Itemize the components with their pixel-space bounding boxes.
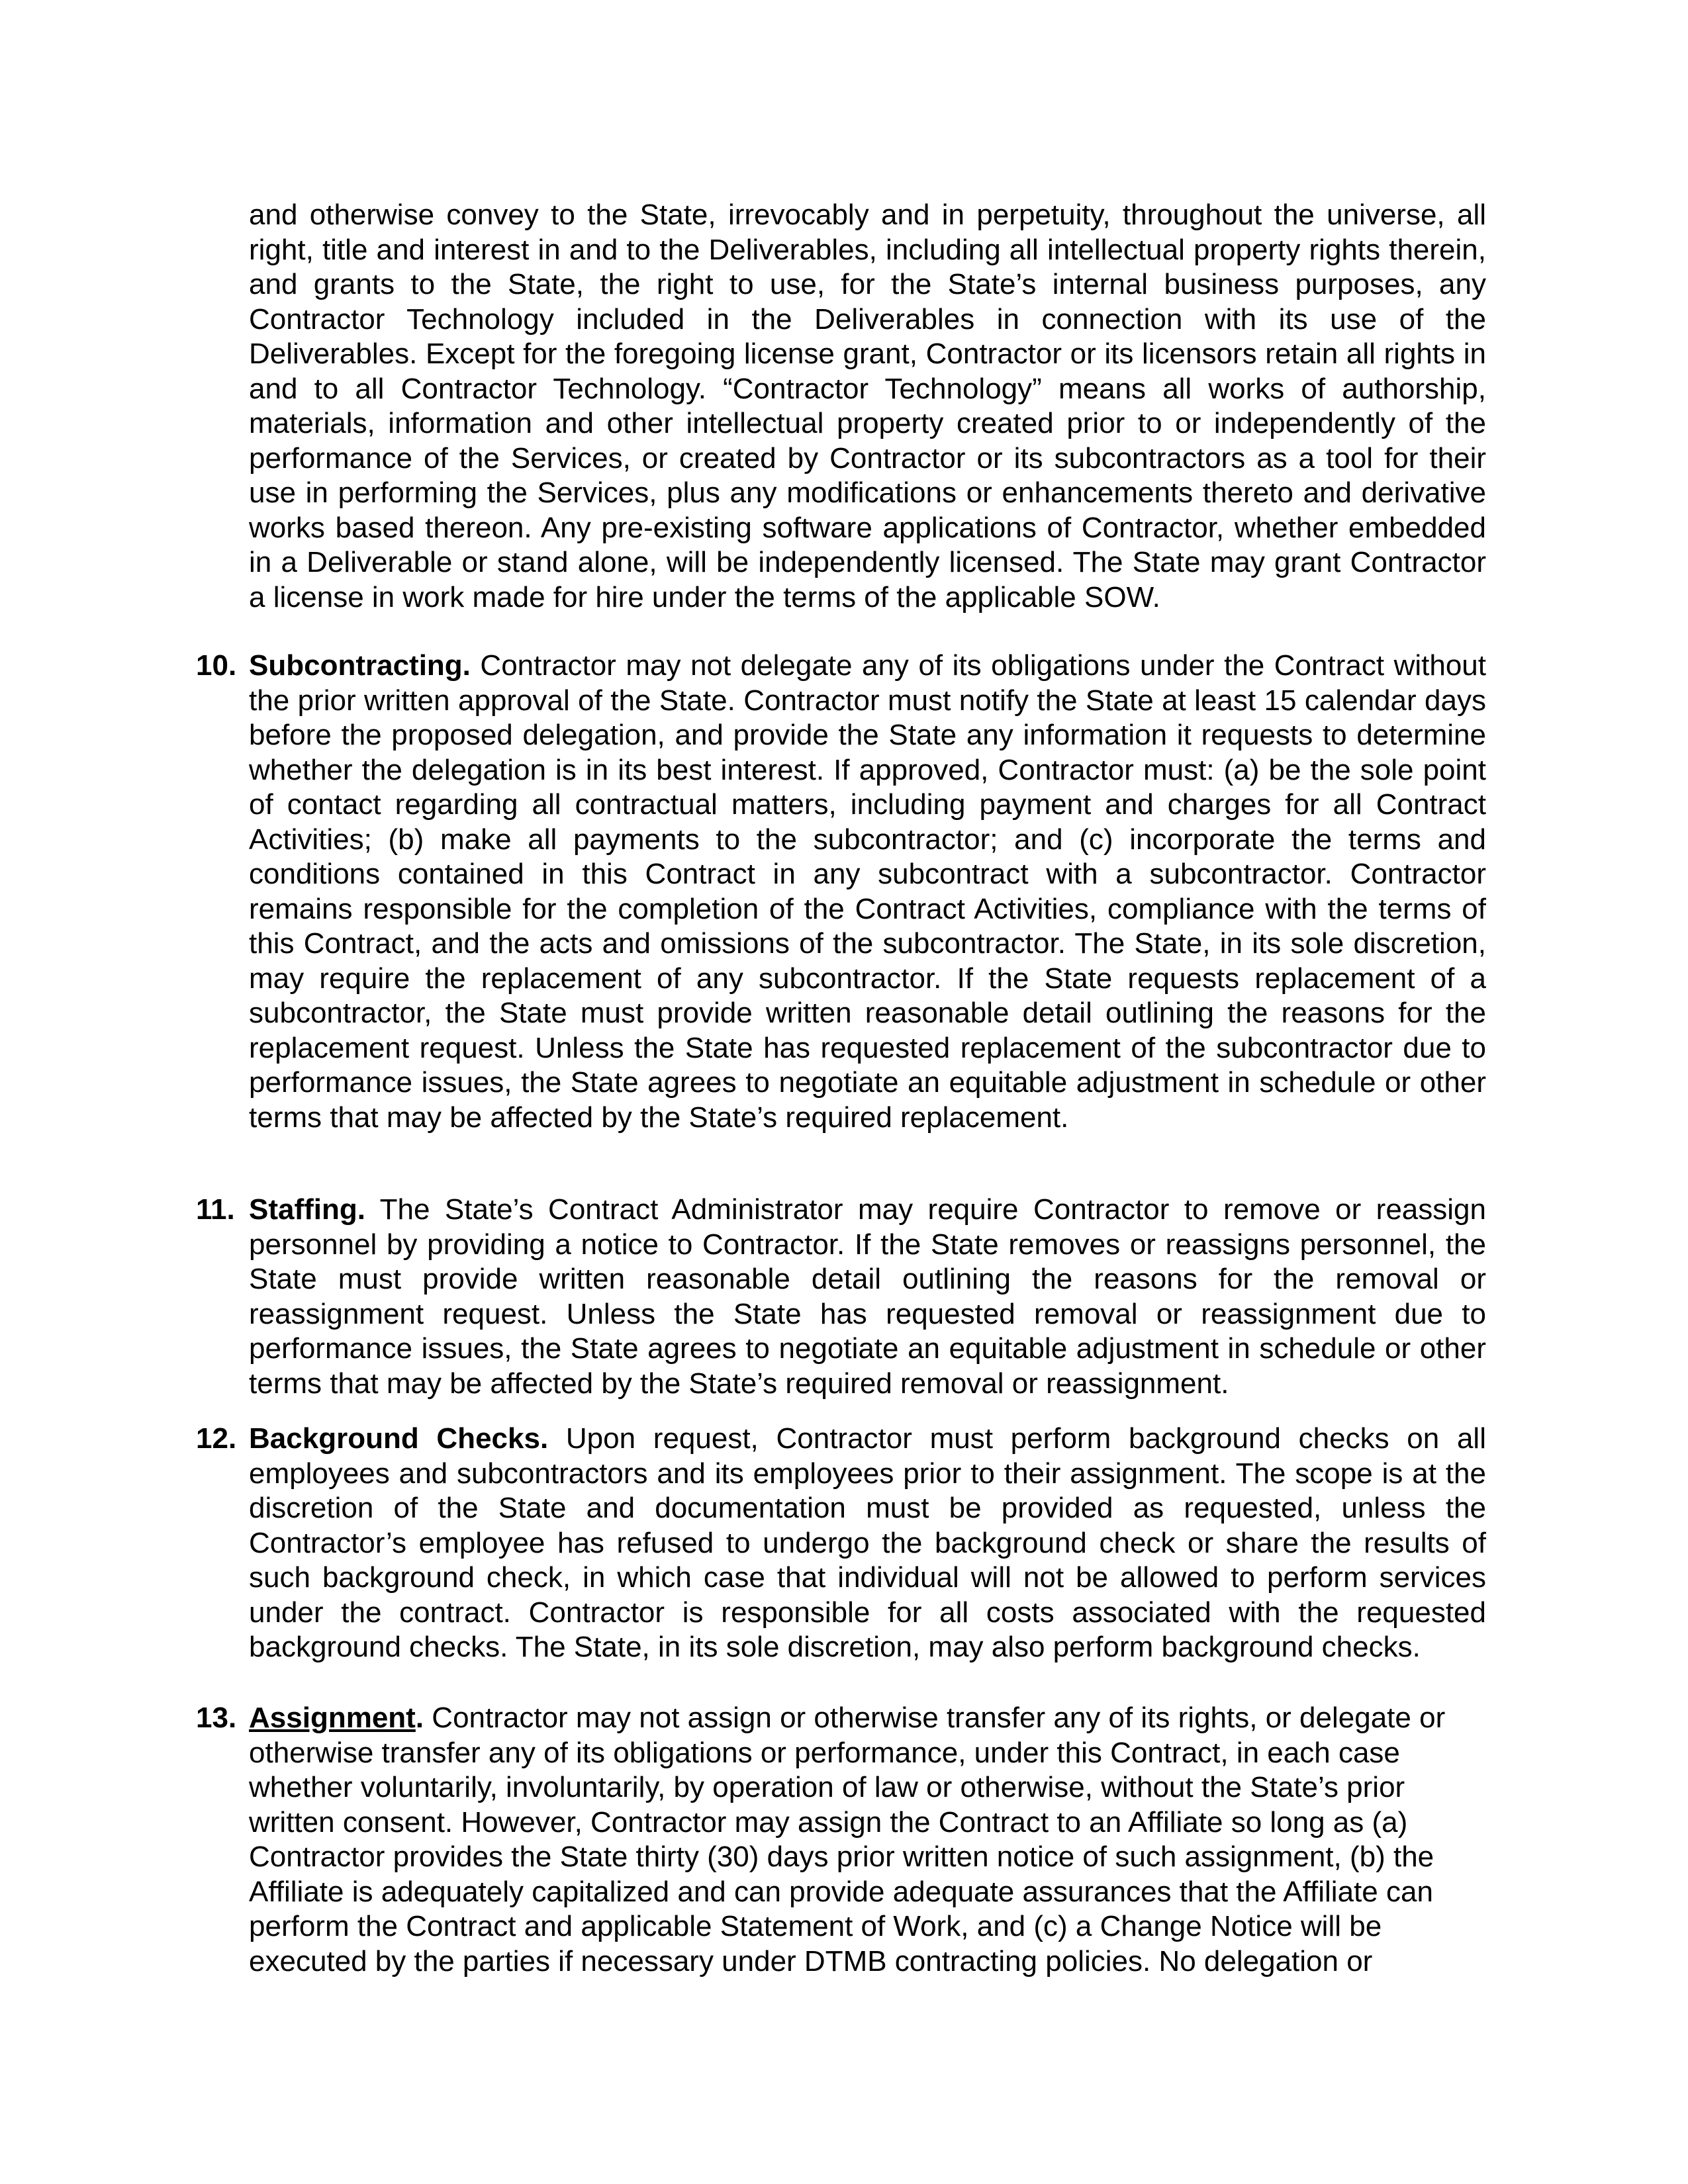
section-13-assignment (196, 1701, 1480, 1979)
section-number: 13. (196, 1702, 237, 1734)
section-10-subcontracting (196, 649, 1486, 1135)
section-11-staffing (196, 1193, 1486, 1401)
section-body: Contractor may not assign or otherwise transfer any of its rights, or delegate or otherwise transfer any of its obligations or performance, under this Contract, in each case whether voluntarily, involuntarily, by operation of law or otherwise, without the State’s prior written consent. However, Contractor may assign the Contract to an Affiliate so long as (a) Contractor provides the State thirty (30) days prior written notice of such assignment, (b) the Affiliate is adequately capitalized and can provide adequate assurances that the Affiliate can perform the Contract and applicable Statement of Work, and (c) a Change Notice will be executed by the parties if necessary under DTMB contracting policies. No delegation or (249, 1702, 1446, 1978)
section-body: Upon request, Contractor must perform background checks on all employees and subcontractors and its employees prior to their assignment. The scope is at the discretion of the State and documentation must be provided as requested, unless the Contractor’s employee has refused to undergo the background check or share the results of such background check, in which case that individual will not be allowed to perform services under the contract. Contractor is responsible for all costs associated with the requested background checks. The State, in its sole discretion, may also perform background checks. (249, 1422, 1486, 1663)
section-12-background-checks (196, 1422, 1486, 1665)
section-number: 10. (196, 649, 237, 682)
section-number: 12. (196, 1422, 237, 1455)
section-heading: Assignment (249, 1702, 416, 1734)
continuation-paragraph: and otherwise convey to the State, irrevocably and in perpetuity, throughout the universe, all right, title and interest in and to the Deliverables, including all intellectual property rights therein, and grants to the State, the right to use, for the State’s internal business purposes, any Contractor Technology included in the Deliverables in connection with its use of the Deliverables. Except for the foregoing license grant, Contractor or its licensors retain all rights in and to all Contractor Technology. “Contractor Technology” means all works of authorship, materials, information and other intellectual property created prior to or independently of the performance of the Services, or created by Contractor or its subcontractors as a tool for their use in performing the Services, plus any modifications or enhancements thereto and derivative works based thereon. Any pre-existing software applications of Contractor, whether embedded in a Deliverable or stand alone, will be independently licensed. The State may grant Contractor a license in work made for hire under the terms of the applicable SOW. (249, 199, 1486, 614)
section-heading: Background Checks. (249, 1422, 549, 1455)
section-number: 11. (196, 1193, 235, 1226)
section-heading-period: . (415, 1702, 424, 1734)
section-body: The State’s Contract Administrator may require Contractor to remove or reassign personnel by providing a notice to Contractor. If the State removes or reassigns personnel, the State must provide written reasonable detail outlining the reasons for the removal or reassignment request. Unless the State has requested removal or reassignment due to performance issues, the State agrees to negotiate an equitable adjustment in schedule or other terms that may be affected by the State’s required removal or reassignment. (249, 1193, 1486, 1400)
section-body: Contractor may not delegate any of its obligations under the Contract without the prior written approval of the State. Contractor must notify the State at least 15 calendar days before the proposed delegation, and provide the State any information it requests to determine whether the delegation is in its best interest. If approved, Contractor must: (a) be the sole point of contact regarding all contractual matters, including payment and charges for all Contract Activities; (b) make all payments to the subcontractor; and (c) incorporate the terms and conditions contained in this Contract in any subcontract with a subcontractor. Contractor remains responsible for the completion of the Contract Activities, compliance with the terms of this Contract, and the acts and omissions of the subcontractor. The State, in its sole discretion, may require the replacement of any subcontractor. If the State requests replacement of a subcontractor, the State must provide written reasonable detail outlining the reasons for the replacement request. Unless the State has requested replacement of the subcontractor due to performance issues, the State agrees to negotiate an equitable adjustment in schedule or other terms that may be affected by the State’s required replacement. (249, 649, 1486, 1134)
section-heading: Subcontracting. (249, 649, 471, 682)
section-heading: Staffing. (249, 1193, 365, 1226)
